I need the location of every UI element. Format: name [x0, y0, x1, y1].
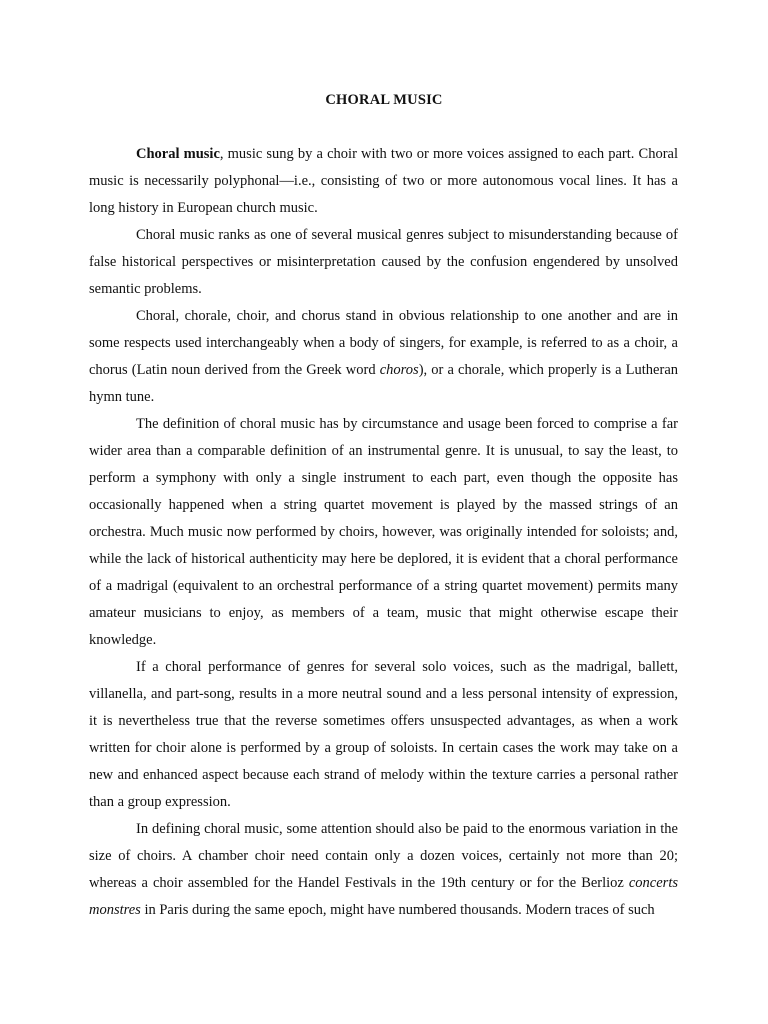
defined-term: Choral music	[136, 146, 220, 162]
italic-term: choros	[379, 362, 419, 378]
paragraph-text: Choral, chorale, choir, and chorus stand in obvious relationship to one another and are in some respects used interchangeably when a body of singers, for example, is referred to as a choir, a chorus (Latin noun derived from the Greek word	[89, 308, 678, 378]
paragraph-text: , music sung by a choir with two or more voices assigned to each part. Choral music is necessarily polyphonal—i.e., consisting of two or more autonomous vocal lines. It has a long history in European church music.	[89, 146, 679, 216]
paragraph-3	[89, 303, 678, 411]
italic-term: concerts monstres	[89, 875, 678, 918]
paragraph-text: Choral music ranks as one of several musical genres subject to misunderstanding because of false historical perspectives or misinterpretation caused by the confusion engendered by unsolved semantic problems.	[89, 227, 678, 297]
paragraph-text: If a choral performance of genres for several solo voices, such as the madrigal, ballett, villanella, and part-song, results in a more neutral sound and a less personal intensity of expression, it is nevertheless true that the reverse sometimes offers unsuspected advantages, as when a work written for choir alone is performed by a group of soloists. In certain cases the work may take on a new and enhanced aspect because each strand of melody within the texture carries a personal rather than a group expression.	[89, 659, 678, 810]
paragraph-text: In defining choral music, some attention should also be paid to the enormous variation in the size of choirs. A chamber choir need contain only a dozen voices, certainly not more than 20; whereas a choir assembled for the Handel Festivals in the 19th century or for the Berlioz	[89, 821, 678, 891]
paragraph-text: in Paris during the same epoch, might have numbered thousands. Modern traces of such	[140, 902, 655, 918]
paragraph-2	[89, 222, 678, 303]
paragraph-4	[89, 411, 678, 654]
paragraph-1	[89, 141, 678, 222]
paragraph-6	[89, 816, 678, 924]
paragraph-5	[89, 654, 678, 816]
body-text	[89, 141, 678, 924]
paragraph-text: ), or a chorale, which properly is a Lutheran hymn tune.	[89, 362, 679, 405]
page-title: CHORAL MUSIC	[325, 92, 443, 108]
paragraph-text: The definition of choral music has by circumstance and usage been forced to comprise a far wider area than a comparable definition of an instrumental genre. It is unusual, to say the least, to perform a symphony with only a single instrument to each part, even though the opposite has occasionally happened when a string quartet movement is played by the massed strings of an orchestra. Much music now performed by choirs, however, was originally intended for soloists; and, while the lack of historical authenticity may here be deplored, it is evident that a choral performance of a madrigal (equivalent to an orchestral performance of a string quartet movement) permits many amateur musicians to enjoy, as members of a team, music that might otherwise escape their knowledge.	[89, 416, 678, 648]
